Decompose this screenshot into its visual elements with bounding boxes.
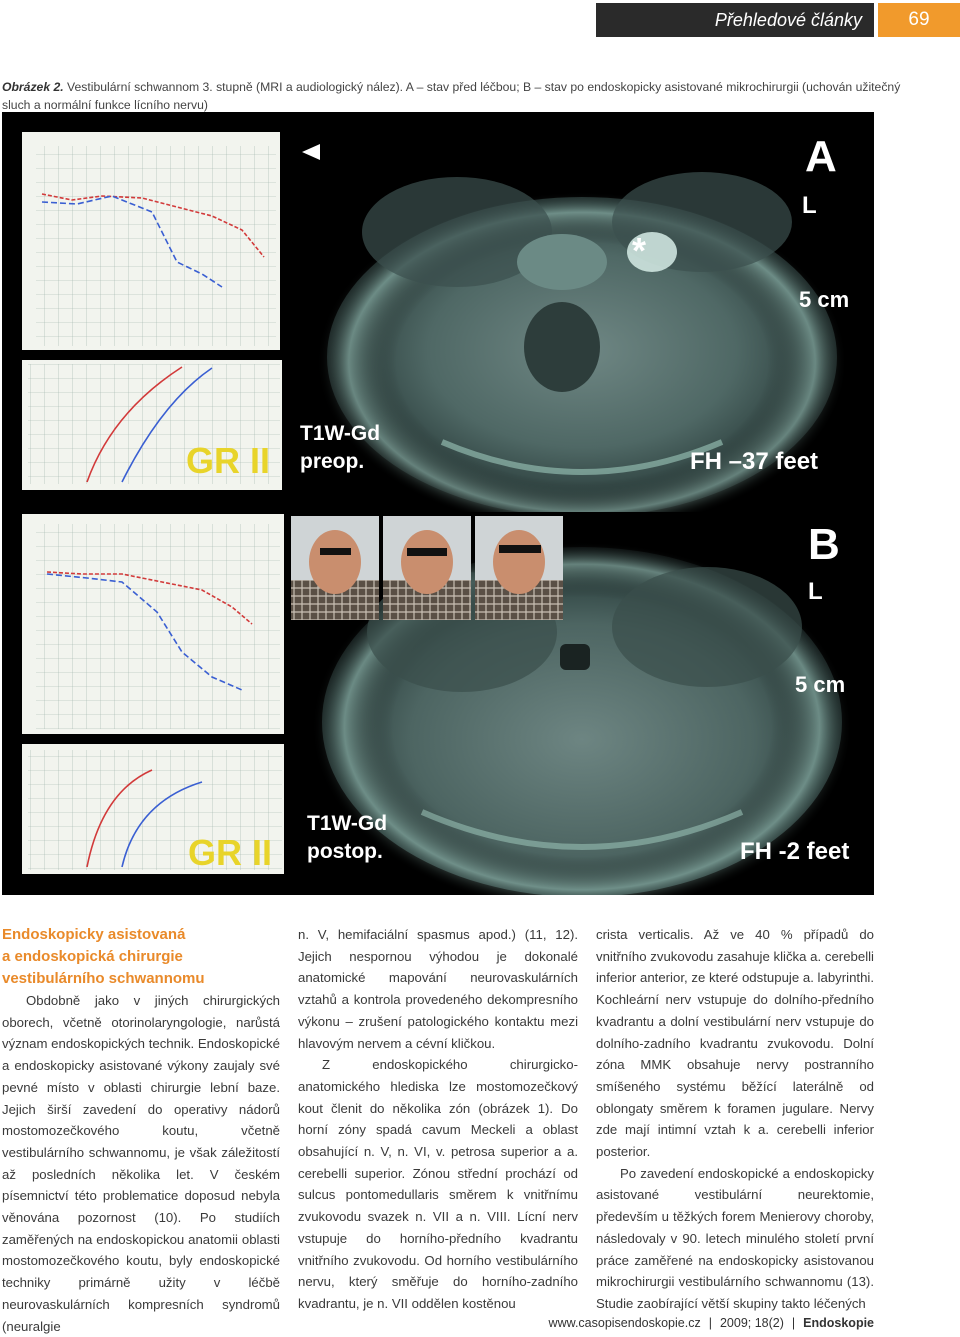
text-column-3 [596, 924, 874, 1315]
figure-caption-text: Vestibulární schwannom 3. stupně (MRI a audiologický nález). A – stav před léčbou; B – stav po endoskopicky asistované mikrochirurgii (uchován užitečný sluch a normální funkce lícního nervu) [2, 80, 901, 112]
footer-journal: Endoskopie [803, 1316, 874, 1330]
audiogram-b-hearing-threshold [22, 514, 284, 734]
footer-separator: | [708, 1316, 712, 1330]
panel-b-sequence [307, 810, 387, 866]
panel-a-scale: 5 cm [799, 287, 850, 312]
section-title: Přehledové články [596, 3, 874, 37]
footer-separator: | [791, 1316, 796, 1330]
panel-letter-b: B [808, 520, 840, 569]
patient-photo-3 [475, 516, 563, 620]
tumor-marker: * [632, 230, 647, 271]
page-number: 69 [878, 3, 960, 37]
patient-photo-2 [383, 516, 471, 620]
panel-b-fh: FH -2 feet [740, 838, 850, 865]
panel-a-sequence [300, 420, 380, 476]
panel-a-fh: FH –37 feet [690, 448, 819, 475]
panel-b-grade: GR II [188, 832, 273, 873]
figure-label: Obrázek 2. [2, 80, 64, 94]
footer-website[interactable]: www.casopisendoskopie.cz [548, 1316, 701, 1330]
panel-b-side: L [808, 578, 823, 605]
panel-b-sequence-line2: postop. [307, 840, 383, 863]
paragraph: Obdobně jako v jiných chirurgických oborech, včetně otorinolaryngologie, narůstá význam endoskopických technik. Endoskopické a endoskopicky asistované výkony zaujaly své pevné místo v oblasti chirurgie lební baze. Jejich širší zavedení do operativy nádorů mostomozečkového koutu, včetně vestibulárního schwannomu, je však záležitostí až posledních několika let. V českém písemnictví této problematice doposud nebyla věnována pozornost (10). Po studiích zaměřených na endoskopickou anatomii oblasti mostomozečkového koutu, byly endoskopické techniky primárně užity v léčbě neurovaskulárních kompresních syndromů (neuralgie [2, 993, 280, 1334]
page-footer [549, 1316, 874, 1330]
patient-photos [291, 516, 563, 620]
paragraph: Po zavedení endoskopické a endoskopicky asistované vestibulární neurektomie, především u těžkých forem Menierovy choroby, následovaly v 90. letech minulého století první práce zaměřené na endoskopicky asistovanou mikrochirurgii vestibulárního schwannomu (13). Studie zaobírající větší skupiny takto léčených [596, 1165, 874, 1311]
paragraph: Z endoskopického chirurgicko-anatomického hlediska lze mostomozečkový kout členit do několika zón (obrázek 1). Do horní zóny spadá cavum Meckeli a oblast obsahující n. V, n. VI, v. petrosa superior a a. cerebelli superior. Zónou střední prochází od sulcus pontomedullaris směrem k vnitřnímu zvukovodu svazek n. VII a n. VIII. Lícní nerv vstupuje do horního-předního kvadrantu vnitřního zvukovodu. Od horního vestibulárního nervu, který směřuje do horního-zadního kvadrantu, je n. VII oddělen kostěnou [298, 1057, 578, 1311]
panel-b-scale: 5 cm [795, 672, 846, 697]
figure-caption [2, 78, 902, 114]
figure-mri-audiogram [2, 112, 874, 895]
paragraph: crista verticalis. Až ve 40 % případů do vnitřního zvukovodu zasahuje klička a. cerebelli inferior anterior, ze které odstupuje a. labyrinthi. Kochleární nerv vstupuje do dolního-předního kvadrantu a dolní vestibulární nerv vstupuje do dolního-zadního kvadrantu zvukovodu. Dolní zóna MMK obsahuje nervy postranního smíšeného systému běžící laterálně od oblongaty směrem k foramen jugulare. Nervy zde mají intimní vztah k a. cerebelli inferior posterior. [596, 927, 874, 1160]
section-heading-line3: vestibulárního schwannomu [2, 970, 205, 987]
section-heading-line2: a endoskopická chirurgie [2, 948, 183, 965]
panel-letter-a: A [805, 132, 837, 181]
audiogram-a-hearing-threshold [22, 132, 280, 350]
text-column-2 [298, 924, 578, 1315]
patient-photo-1 [291, 516, 379, 620]
panel-a-sequence-line2: preop. [300, 450, 365, 473]
text-column-1 [2, 990, 280, 1337]
panel-b-sequence-line1: T1W-Gd [307, 812, 388, 835]
section-heading [2, 924, 282, 990]
figure-graphics [2, 112, 874, 895]
footer-issue: 2009; 18(2) [719, 1316, 784, 1330]
panel-a-grade: GR II [186, 440, 271, 481]
panel-a-sequence-line1: T1W-Gd [300, 422, 381, 445]
panel-a-side: L [802, 192, 817, 219]
section-heading-line1: Endoskopicky asistovaná [2, 926, 186, 943]
paragraph: n. V, hemifaciální spasmus apod.) (11, 12). Jejich nespornou výhodou je dokonalé anatomické mapování neurovaskulárních vztahů a kontrola provedeného dekompresního výkonu – zrušení patologického kontaktu mezi hlavovým nervem a cévní kličkou. [298, 927, 578, 1051]
